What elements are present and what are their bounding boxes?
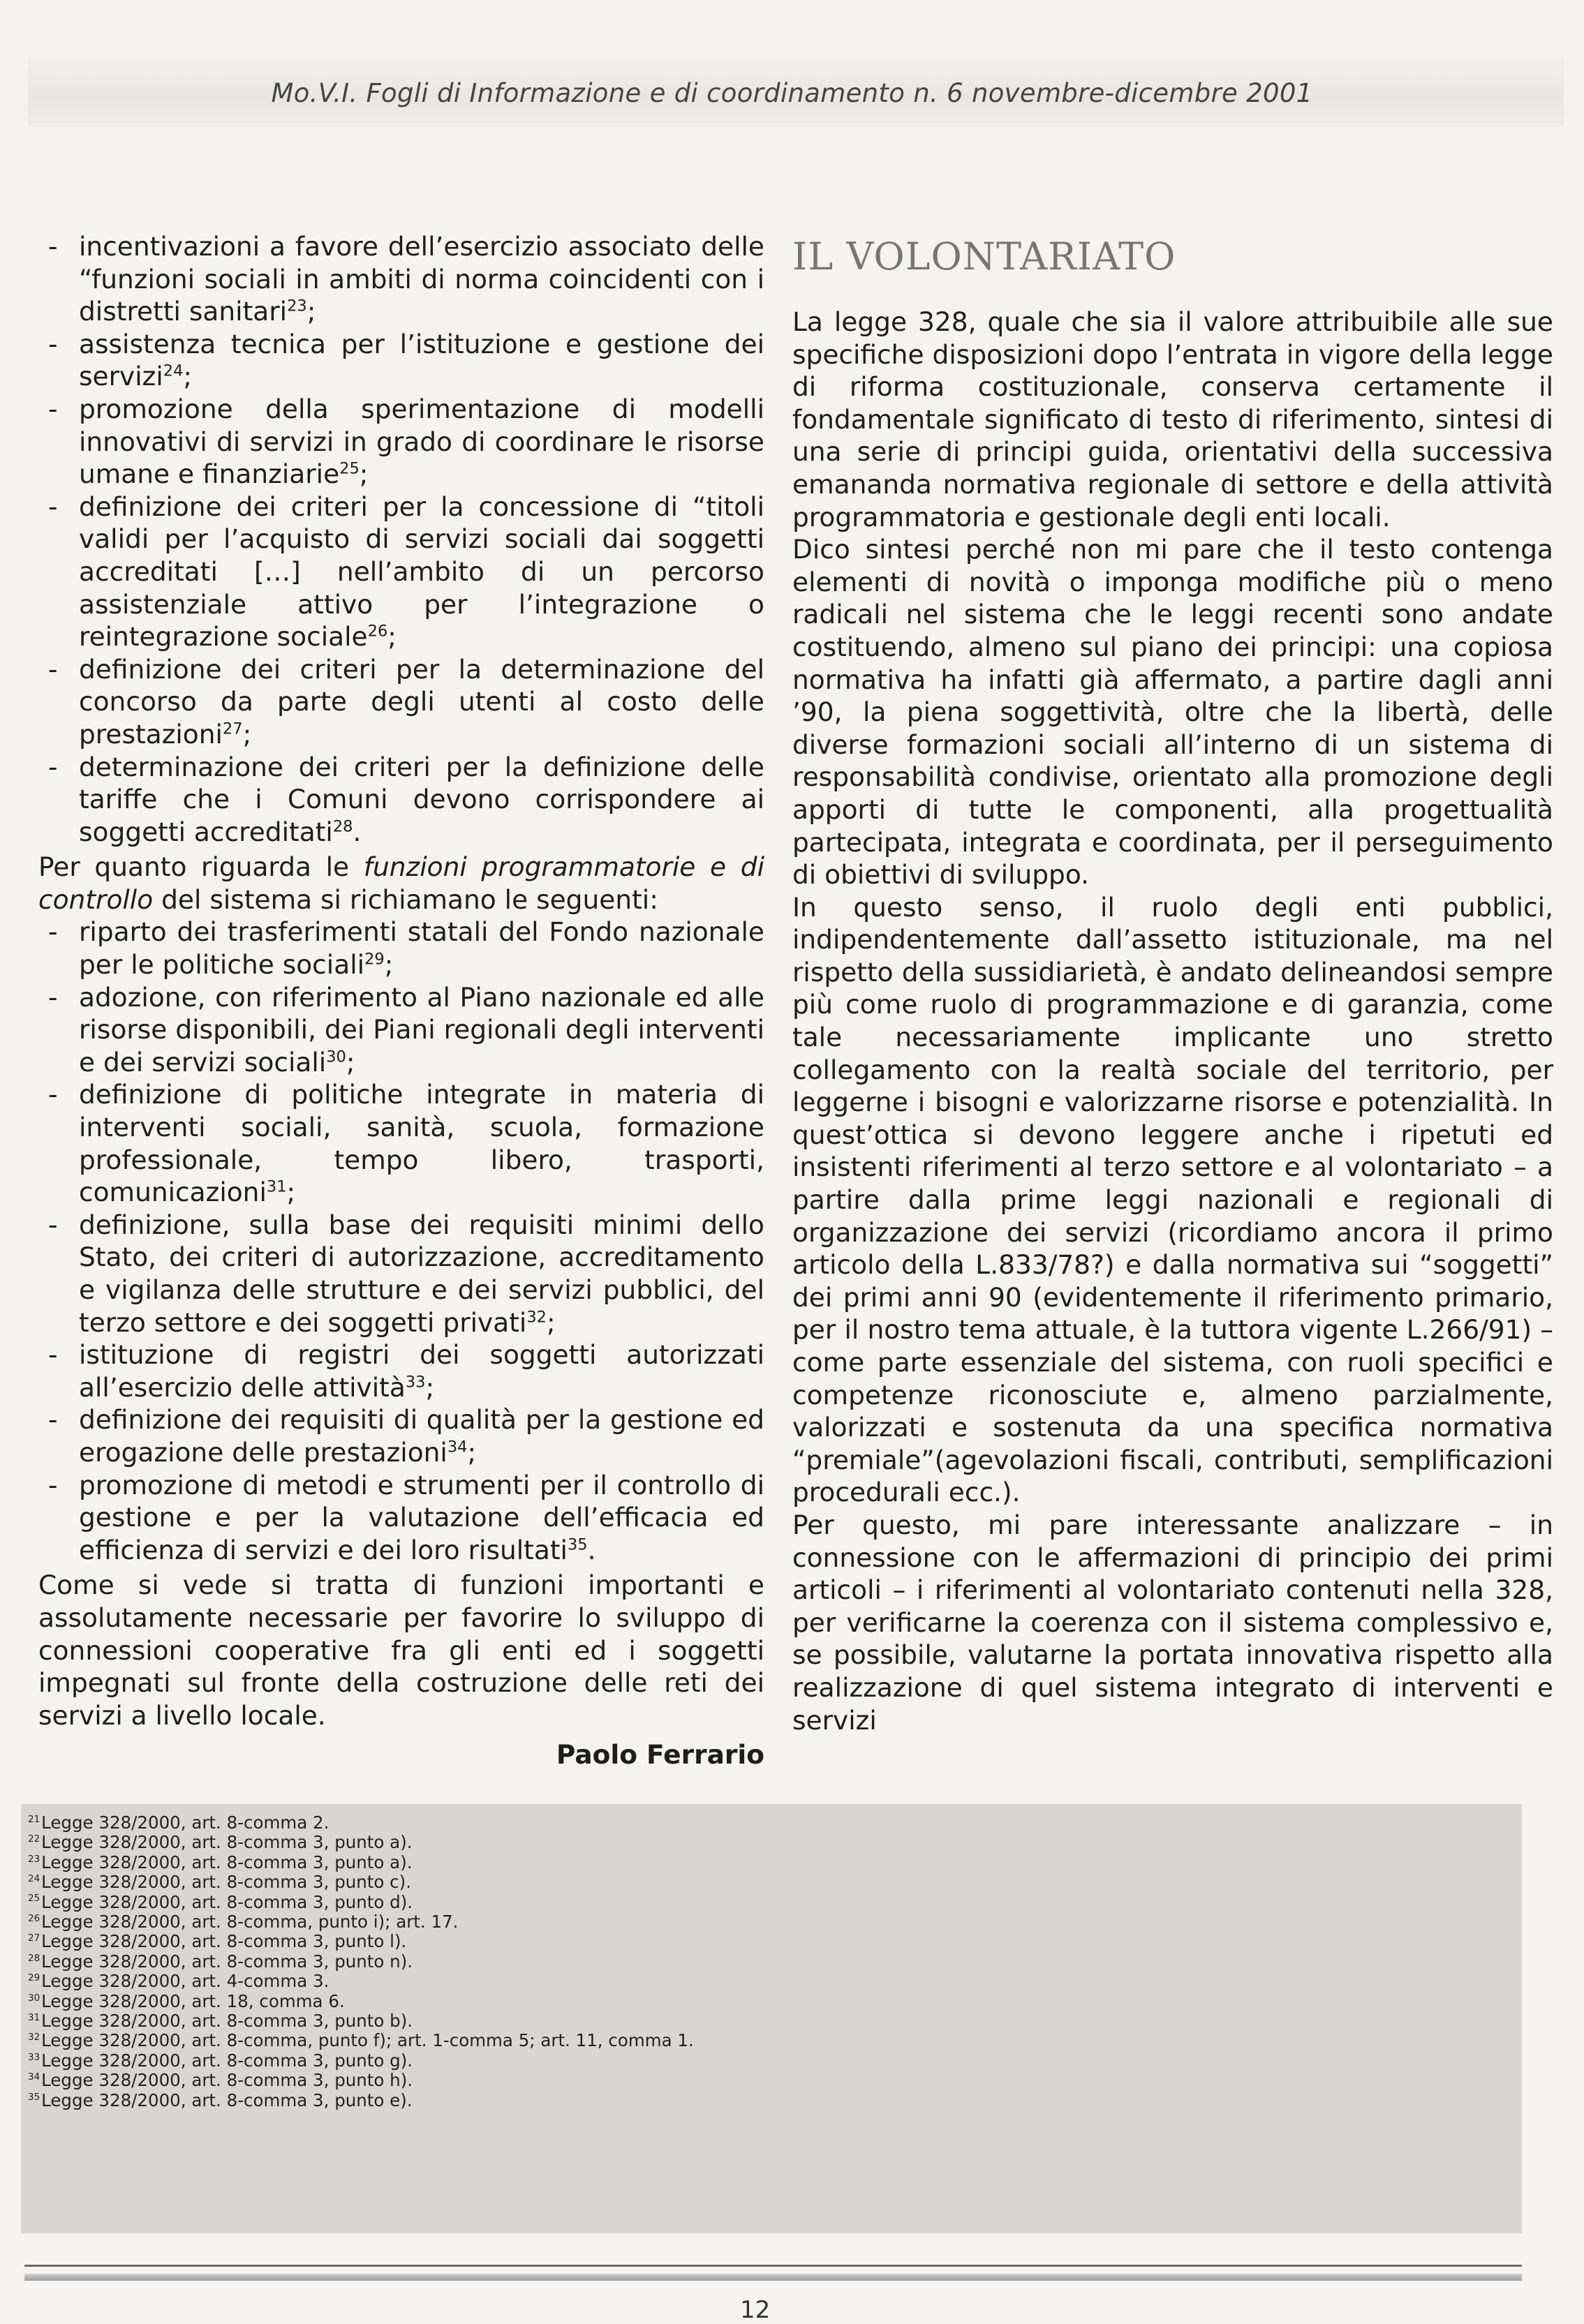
article-body: [792, 306, 1553, 1736]
footnote: [28, 2011, 866, 2031]
article-paragraph: Dico sintesi perché non mi pare che il testo contenga elementi di novità o imponga modifiche più o meno radicali nel sistema che le leggi recenti sono andate costituendo, almeno sul piano dei principi: una copiosa normativa ha infatti già affermato, a partire dagli anni ’90, la piena soggettività, oltre che la libertà, delle diverse formazioni sociali all’interno di un sistema di responsabilità condivise, orientato alla promozione degli apporti di tutte le componenti, alla progettualità partecipata, integrata e coordinata, per il perseguimento di obiettivi di sviluppo.: [792, 534, 1553, 891]
list-item-text: definizione dei criteri per la concessione di “titoli validi per l’acquisto di servizi sociali dai soggetti accreditati […] nell’ambito di un percorso assistenziale attivo per l’integrazione o reintegrazione sociale: [79, 491, 764, 653]
list-dash: -: [48, 1404, 58, 1436]
footnote-text: Legge 328/2000, art. 8-comma 3, punto g).: [41, 2050, 413, 2071]
footnote-text: Legge 328/2000, art. 8-comma 3, punto c).: [41, 1872, 412, 1893]
footnote: [28, 1912, 866, 1932]
list-item-end: ;: [183, 361, 193, 392]
footnote-ref: 31: [266, 1177, 287, 1196]
list-dash: -: [48, 491, 58, 522]
list-item-text: definizione dei requisiti di qualità per la gestione ed erogazione delle prestazioni: [79, 1404, 764, 1468]
list-item: [38, 230, 764, 328]
list-item: [38, 1469, 764, 1567]
footnote-ref: 24: [163, 362, 184, 380]
footnote-ref: 33: [405, 1373, 426, 1392]
list-item: [38, 981, 764, 1079]
footnote-number: 25: [28, 1893, 40, 1905]
list-item: [38, 751, 764, 849]
footnote-text: Legge 328/2000, art. 8-comma 3, punto d).: [41, 1891, 413, 1912]
footnote-number: 33: [28, 2051, 40, 2063]
list-item-text: assistenza tecnica per l’istituzione e gestione dei servizi: [79, 328, 764, 392]
footnote-text: Legge 328/2000, art. 8-comma, punto f); art. 1-comma 5; art. 11, comma 1.: [41, 2030, 694, 2051]
running-head: Mo.V.I. Fogli di Informazione e di coordinamento n. 6 novembre-dicembre 2001: [271, 78, 1313, 108]
list-item-text: determinazione dei criteri per la definizione delle tariffe che i Comuni devono corrispondere ai soggetti accreditati: [79, 751, 764, 847]
footnote-text: Legge 328/2000, art. 8-comma 3, punto a).: [41, 1832, 413, 1853]
bottom-rule-shadow: [24, 2274, 1522, 2281]
list-item: [38, 328, 764, 393]
footnote-text: Legge 328/2000, art. 8-comma 3, punto b).: [41, 2011, 413, 2032]
footnote-ref: 29: [364, 950, 385, 969]
page-number: 12: [740, 2296, 771, 2324]
footnote: [28, 1813, 866, 1833]
list-item-text: promozione di metodi e strumenti per il controllo di gestione e per la valutazione dell’efficacia ed efficienza di servizi e dei loro risultati: [79, 1469, 764, 1565]
list-item-text: definizione di politiche integrate in materia di interventi sociali, sanità, scuola, formazione professionale, tempo libero, trasporti, comunicazioni: [79, 1079, 764, 1208]
footnote: [28, 1833, 866, 1852]
footnote: [28, 2031, 866, 2050]
list-item-text: adozione, con riferimento al Piano nazionale ed alle risorse disponibili, dei Piani regionali degli interventi e dei servizi sociali: [79, 981, 764, 1078]
article-paragraph: La legge 328, quale che sia il valore attribuibile alle sue specifiche disposizioni dopo l’entrata in vigore della legge di riforma costituzionale, conserva certamente il fondamentale significato di testo di riferimento, sintesi di una serie di principi guida, orientativi della successiva emananda normativa regionale di settore e della attività programmatoria e gestionale degli enti locali.: [792, 306, 1553, 532]
list-item-end: ;: [467, 1436, 477, 1468]
footnote-text: Legge 328/2000, art. 8-comma 2.: [41, 1812, 330, 1833]
list-item-end: .: [587, 1534, 596, 1565]
list-item-end: ;: [306, 296, 316, 327]
article-paragraph: In questo senso, il ruolo degli enti pubblici, indipendentemente dall’assetto istituzionale, ma nel rispetto della sussidiarietà, è andato delineandosi sempre più come ruolo di programmazione e di garanzia, come tale necessariamente implicante uno stretto collegamento con la realtà sociale del territorio, per leggerne i bisogni e valorizzarne risorse e potenzialità. In quest’ottica si devono leggere anche i ripetuti ed insistenti riferimenti al terzo settore e al volontariato – a partire dalla prime leggi nazionali e regionali di organizzazione dei servizi (ricordiamo ancora il primo articolo della L.833/78?) e dalla normativa sui “soggetti” dei primi anni 90 (evidentemente il riferimento primario, per il nostro tema attuale, è la tuttora vigente L.266/91) – come parte essenziale del sistema, con ruoli specifici e competenze riconosciute e, almeno parzialmente, valorizzati e sostenuta da una specifica normativa “premiale”(agevolazioni fiscali, contributi, semplificazioni procedurali ecc.).: [792, 891, 1553, 1508]
footnote: [28, 2071, 866, 2090]
footnote-number: 26: [28, 1912, 40, 1924]
footnote-text: Legge 328/2000, art. 8-comma 3, punto a).: [41, 1852, 413, 1872]
footnote-number: 24: [28, 1873, 40, 1885]
footnote-number: 34: [28, 2071, 40, 2083]
list-item-end: ;: [346, 1046, 355, 1078]
list-dash: -: [48, 328, 58, 359]
list-item-end: .: [353, 816, 362, 847]
footnote-number: 22: [28, 1833, 40, 1845]
list-item-text: promozione della sperimentazione di modelli innovativi di servizi in grado di coordinare le risorse umane e finanziarie: [79, 393, 764, 490]
footnote: [28, 1992, 866, 2011]
list-item-text: definizione, sulla base dei requisiti minimi dello Stato, dei criteri di autorizzazione, accreditamento e vigilanza delle strutture e dei servizi pubblici, del terzo settore e dei soggetti privati: [79, 1209, 764, 1338]
author-signature: Paolo Ferrario: [556, 1739, 764, 1771]
right-column: [792, 230, 1553, 1736]
list-item-text: riparto dei trasferimenti statali del Fondo nazionale per le politiche sociali: [79, 916, 764, 981]
list-item-text: incentivazioni a favore dell’esercizio associato delle “funzioni sociali in ambiti di norma coincidenti con i distretti sanitari: [79, 231, 764, 327]
list-item-text: definizione dei criteri per la determinazione del concorso da parte degli utenti al costo delle prestazioni: [79, 653, 764, 750]
list-dash: -: [48, 1469, 58, 1500]
list-item: [38, 393, 764, 491]
footnote: [28, 1893, 866, 1912]
list-dash: -: [48, 1079, 58, 1110]
list-item: [38, 1403, 764, 1468]
footnote-text: Legge 328/2000, art. 8-comma, punto i); art. 17.: [41, 1912, 459, 1932]
list-item: [38, 1078, 764, 1208]
list-dash: -: [48, 751, 58, 782]
footnote-number: 27: [28, 1932, 40, 1944]
list-dash: -: [48, 653, 58, 685]
intro-paragraph: Per quanto riguarda le funzioni programmatorie e di controllo del sistema si richiamano le seguenti:: [38, 851, 764, 915]
list-dash: -: [48, 393, 58, 424]
footnote-ref: 28: [332, 817, 353, 836]
footnote-ref: 35: [567, 1535, 588, 1554]
footnote-text: Legge 328/2000, art. 18, comma 6.: [41, 1990, 345, 2011]
list-dash: -: [48, 916, 58, 948]
footnotes: [28, 1813, 866, 2110]
intro-italic: funzioni programmatorie e di controllo: [38, 851, 764, 915]
bottom-rule: [24, 2265, 1522, 2267]
section-title: IL VOLONTARIATO: [792, 234, 1176, 278]
functions-list-b: [38, 916, 764, 1566]
footnote-ref: 27: [222, 720, 243, 738]
closing-paragraph: Come si vede si tratta di funzioni importanti e assolutamente necessarie per favorire lo sviluppo di connessioni cooperative fra gli enti ed i soggetti impegnati sul fronte della costruzione delle reti dei servizi a livello locale.: [38, 1570, 764, 1731]
list-item: [38, 653, 764, 751]
footnote: [28, 1932, 866, 1951]
list-dash: -: [48, 981, 58, 1013]
list-item: [38, 1209, 764, 1339]
list-item: [38, 916, 764, 981]
footnote-text: Legge 328/2000, art. 8-comma 3, punto n).: [41, 1951, 413, 1972]
list-item-end: ;: [425, 1371, 435, 1403]
article-paragraph: Per questo, mi pare interessante analizzare – in connessione con le affermazioni di principio dei primi articoli – i riferimenti al volontariato contenuti nella 328, per verificarne la coerenza con il sistema complessivo e, se possibile, valutarne la portata innovativa rispetto alla realizzazione di quel sistema integrato di interventi e servizi: [792, 1509, 1553, 1736]
footnote: [28, 1972, 866, 1991]
list-dash: -: [48, 1209, 58, 1240]
list-item-end: ;: [286, 1177, 296, 1208]
footnote-ref: 34: [447, 1438, 468, 1457]
footnote: [28, 1853, 866, 1872]
footnote-number: 32: [28, 2032, 40, 2043]
footnote-text: Legge 328/2000, art. 8-comma 3, punto e).: [41, 2090, 413, 2110]
footnote-number: 29: [28, 1972, 40, 1984]
list-item-end: ;: [546, 1306, 556, 1338]
list-item-text: istituzione di registri dei soggetti autorizzati all’esercizio delle attività: [79, 1339, 764, 1403]
list-item-end: ;: [387, 621, 397, 653]
footnote-number: 35: [28, 2091, 40, 2103]
footnote-ref: 25: [339, 459, 360, 478]
footnote: [28, 1872, 866, 1892]
left-column: [38, 230, 764, 1771]
list-item: [38, 1339, 764, 1403]
footnote: [28, 2091, 866, 2110]
footnote-ref: 30: [326, 1048, 346, 1066]
list-item-end: ;: [384, 949, 394, 981]
list-item-end: ;: [359, 459, 369, 490]
list-dash: -: [48, 1339, 58, 1371]
list-item-end: ;: [242, 718, 252, 750]
footnote-number: 31: [28, 2011, 40, 2023]
footnote-ref: 26: [367, 622, 388, 641]
footnote-text: Legge 328/2000, art. 8-comma 3, punto h).: [41, 2070, 413, 2091]
list-item: [38, 491, 764, 653]
footnote-number: 30: [28, 1992, 40, 2004]
footnote: [28, 2051, 866, 2071]
footnote-number: 21: [28, 1813, 40, 1825]
footnote-text: Legge 328/2000, art. 8-comma 3, punto l).: [41, 1931, 407, 1952]
footnote-ref: 23: [287, 297, 307, 315]
list-dash: -: [48, 231, 58, 262]
footnote: [28, 1952, 866, 1972]
footnote-number: 28: [28, 1952, 40, 1964]
footnote-text: Legge 328/2000, art. 4-comma 3.: [41, 1971, 330, 1992]
functions-list-a: [38, 230, 764, 848]
footnote-ref: 32: [526, 1308, 547, 1327]
footnote-number: 23: [28, 1853, 40, 1865]
